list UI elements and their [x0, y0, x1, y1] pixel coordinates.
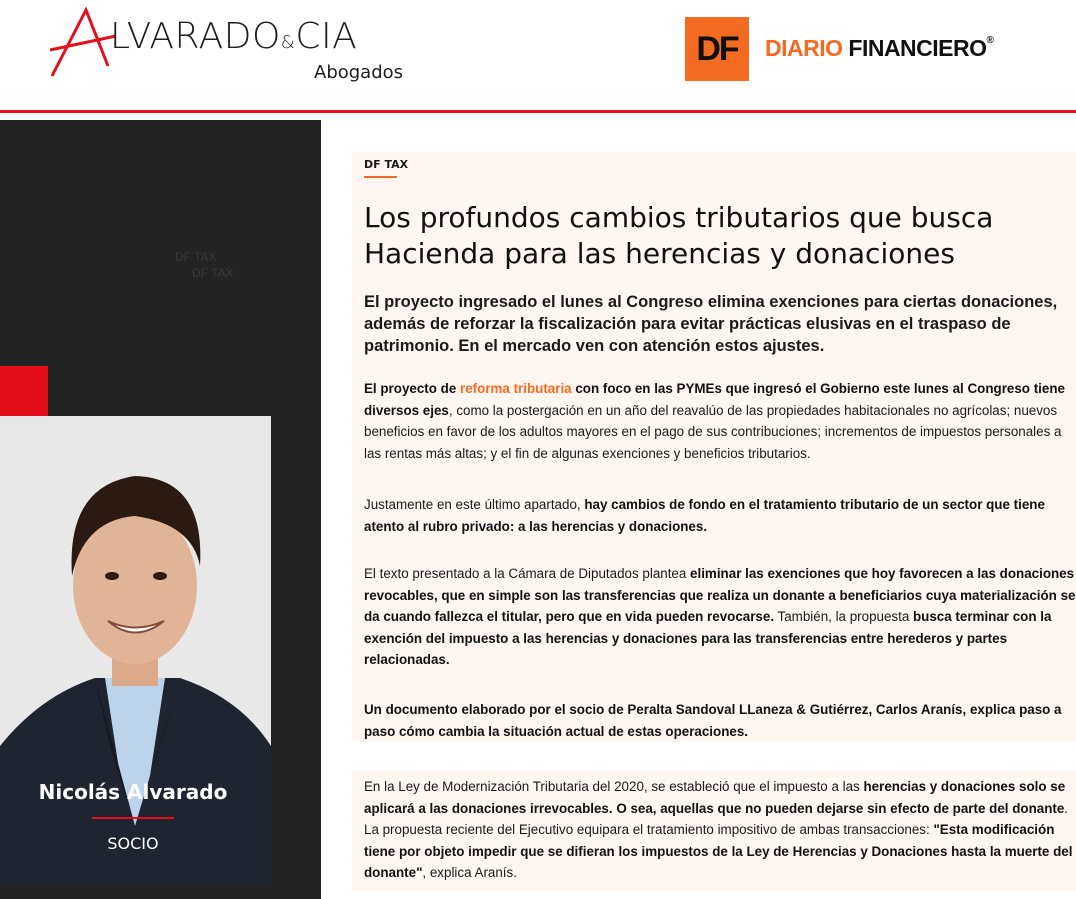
profile-photo	[0, 416, 271, 884]
article-subheadline: El proyecto ingresado el lunes al Congreso elimina exenciones para ciertas donaciones, además de reforzar la fiscalización para evitar prácticas elusivas en el traspaso de patrimonio. En el mercado ven con atención estos ajustes.	[364, 293, 1058, 355]
df-mark: DF	[685, 17, 749, 81]
alvarado-subtitle: Abogados	[314, 62, 404, 83]
alvarado-a-mark-icon	[48, 6, 118, 78]
person-role: SOCIO	[107, 834, 159, 853]
article-paragraph: En la Ley de Modernización Tributaria del 2020, se estableció que el impuesto a las herencias y donaciones solo se aplicará a las donaciones irrevocables. O sea, aquellas que no pueden dejarse sin efecto de parte del donante. La propuesta reciente del Ejecutivo equipara el tratamiento impositivo de ambas transacciones: "Esta modificación tiene por objeto impedir que se difieran los impuestos de la Ley de Herencias y Donaciones hasta la muerte del donante", explica Aranís.	[364, 779, 1073, 880]
section-underline	[364, 176, 397, 178]
alvarado-wordmark: LVARADO&CIA	[110, 16, 358, 57]
person-portrait-icon	[0, 416, 271, 884]
header-divider	[0, 110, 1076, 113]
article-paragraph: El texto presentado a la Cámara de Diputados plantea eliminar las exenciones que hoy favorecen a las donaciones revocables, que en simple son las transferencias que realiza un donante a beneficiarios cuya materialización se da cuando fallezca el titular, pero que en vida pueden revocarse. También, la propuesta busca terminar con la exención del impuesto a las herencias y donaciones para las transferencias entre herederos y partes relacionadas.	[364, 566, 1076, 667]
person-name: Nicolás Alvarado	[38, 780, 228, 804]
profile-panel	[0, 120, 321, 899]
reforma-tributaria-link[interactable]: reforma tributaria	[460, 381, 572, 396]
alvarado-logo	[48, 6, 428, 84]
name-divider	[92, 817, 174, 819]
section-tag[interactable]: DF TAX	[364, 158, 409, 171]
article-paragraph: Un documento elaborado por el socio de Peralta Sandoval LLaneza & Gutiérrez, Carlos Aranís, explica paso a paso cómo cambia la situación actual de estas operaciones.	[364, 702, 1062, 739]
article-paragraph: El proyecto de reforma tributaria con foco en las PYMEs que ingresó el Gobierno este lunes al Congreso tiene diversos ejes, como la postergación en un año del reavalúo de las propiedades habitacionales no agrícolas; nuevos beneficios en favor de los adultos mayores en el pago de sus contribuciones; incrementos de impuestos personales a las rentas más altas; y el fin de algunas exenciones y beneficios tributarios.	[364, 381, 1065, 461]
article-headline: Los profundos cambios tributarios que busca Hacienda para las herencias y donaciones	[364, 201, 994, 270]
df-wordmark: DIARIO FINANCIERO®	[765, 35, 994, 61]
diario-financiero-logo	[685, 17, 1045, 81]
ghost-section-tag: DF TAX	[192, 266, 234, 280]
ghost-section-tag: DF TAX	[175, 250, 217, 264]
article-paragraph: Justamente en este último apartado, hay cambios de fondo en el tratamiento tributario de un sector que tiene atento al rubro privado: a las herencias y donaciones.	[364, 497, 1045, 534]
page-header	[0, 0, 1076, 112]
